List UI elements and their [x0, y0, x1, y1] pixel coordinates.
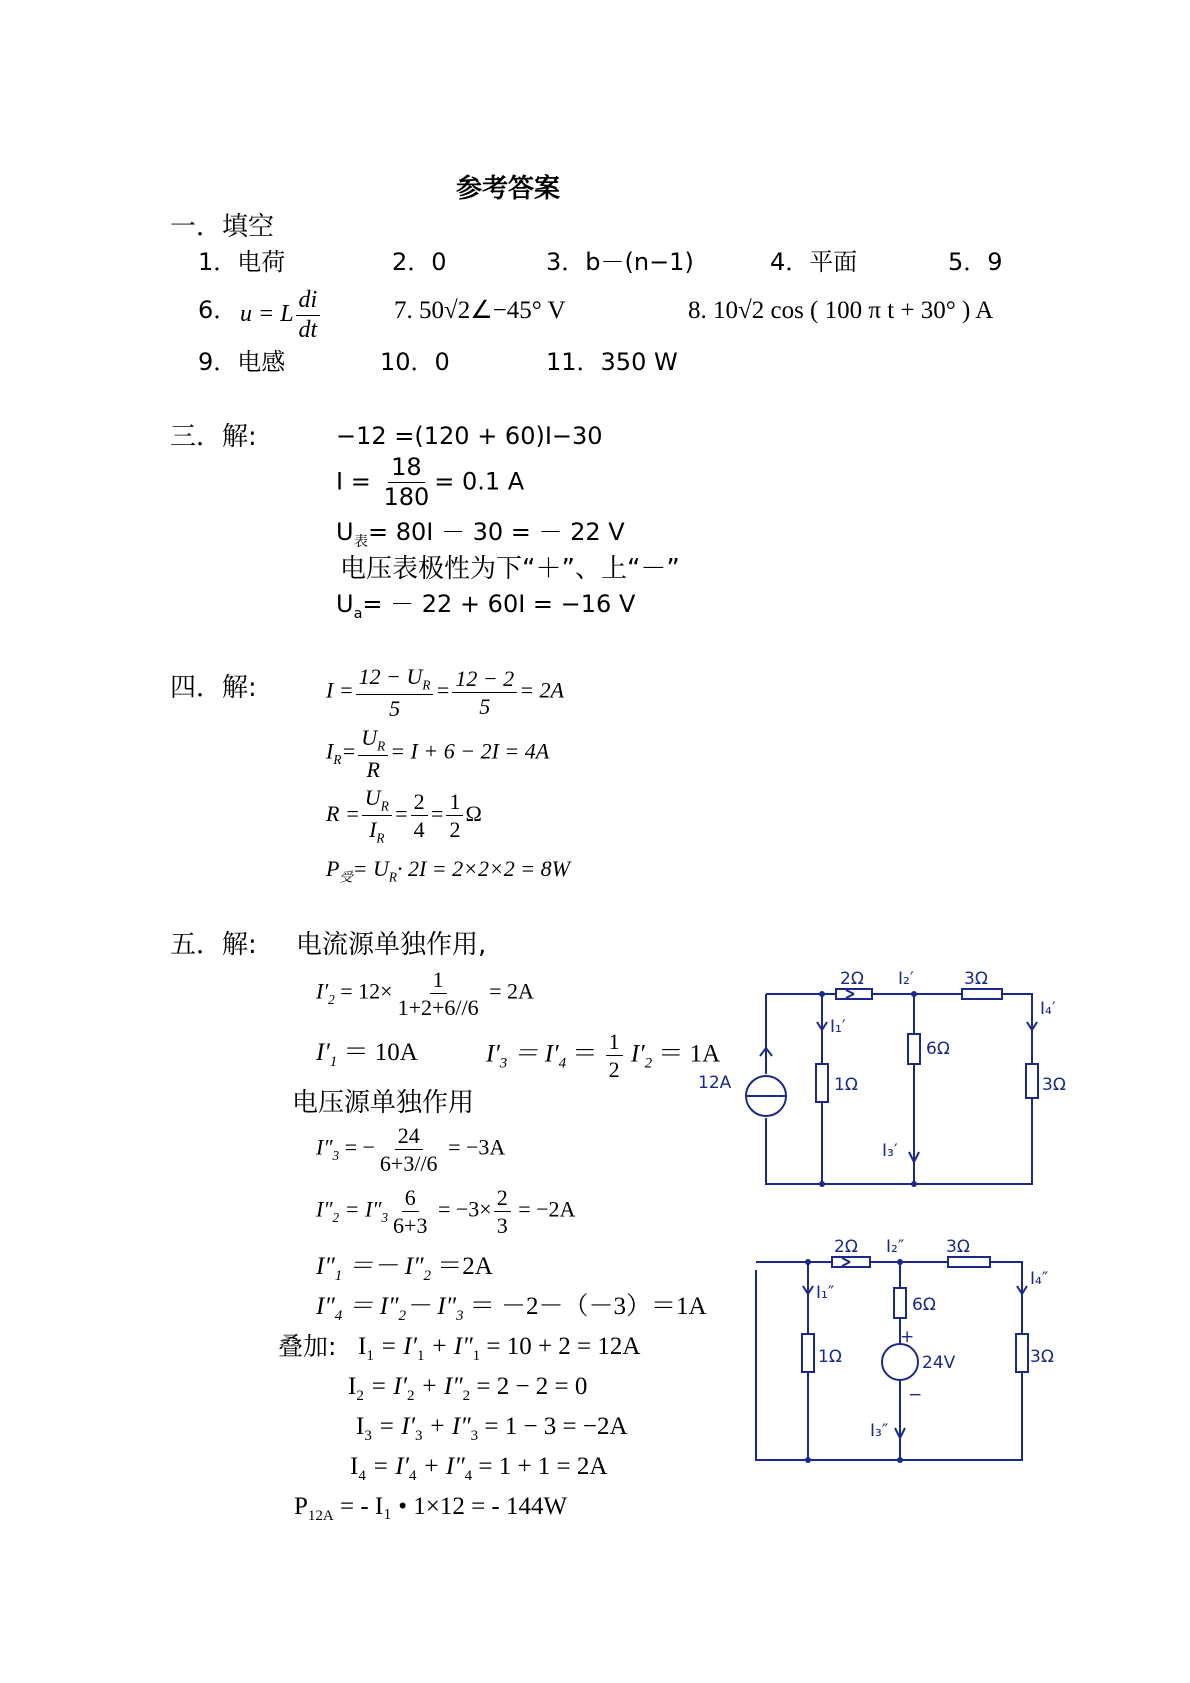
resistor-1ohm: [816, 1064, 828, 1102]
label-1ohm: 1Ω: [834, 1075, 858, 1095]
section-4-heading: 四．解:: [170, 673, 257, 703]
label-i4: I₄″: [1030, 1269, 1049, 1289]
node-dot: [911, 1181, 917, 1187]
label-i1: I₁″: [816, 1283, 835, 1303]
answer-6-number: 6．: [198, 296, 238, 324]
circuit-voltage-source-diagram: [746, 1222, 1072, 1466]
answer-11: 11．350 W: [546, 348, 678, 376]
section-1-heading: 一．填空: [170, 212, 275, 242]
answer-6-formula: u = L $\frac{di}{dt}$: [240, 288, 322, 343]
sec5-intro: 电流源单独作用,: [296, 930, 487, 960]
label-3ohm-top: 3Ω: [946, 1237, 970, 1257]
arrow-down-icon: [909, 1142, 919, 1162]
section-3-heading: 三．解:: [170, 422, 257, 452]
node-dot: [897, 1457, 903, 1463]
sec5-eq-1: $I'_2 = 12\times$ $\frac{1}{1+2+6//6}$ = 2A: [316, 967, 534, 1021]
answer-10: 10．0: [380, 348, 450, 376]
label-i2: I₂′: [898, 969, 914, 989]
node-dot: [819, 991, 825, 997]
circuit-current-source-diagram: [696, 956, 1076, 1198]
sum-eq-1: $I_1 = I'_1 + I''_1 = 10 + 2 = 12A$: [358, 1333, 641, 1364]
resistor-6ohm: [908, 1034, 920, 1064]
node-dot: [897, 1259, 903, 1265]
sum-eq-2: $I_2 = I'_2 + I''_2 = 2 - 2 = 0$: [348, 1373, 588, 1404]
label-plus: +: [900, 1327, 915, 1347]
answer-4: 4．平面: [770, 248, 858, 276]
sum-eq-3: $I_3 = I'_3 + I''_3 = 1 - 3 = -2A$: [356, 1413, 628, 1444]
sec4-eq-1: I = $\frac{12 - U_R}{5}$ = $\frac{12 - 2}{5}$ = 2A: [326, 664, 564, 722]
label-2ohm: 2Ω: [840, 969, 864, 989]
sec3-polarity-note: 电压表极性为下“＋”、上“－”: [340, 554, 680, 584]
label-i3: I₃′: [882, 1141, 898, 1161]
sec5-eq-2a: $I'_1 = 10A$: [316, 1039, 418, 1070]
answer-8: 8. 10√2 cos ( 100 π t + 30° ) A: [688, 297, 994, 324]
label-2ohm: 2Ω: [834, 1237, 858, 1257]
sec5-eq-5: $I''_1 =- I''_2 =2A$: [316, 1253, 493, 1284]
sec5-eq-2b: $I'_3 = I'_4$ ＝ $\frac{1}{2}$ $I'_2 = 1A$: [486, 1029, 721, 1083]
label-3ohm-right: 3Ω: [1042, 1075, 1066, 1095]
label-minus: −: [908, 1385, 923, 1405]
arrow-down-icon: [803, 1278, 813, 1294]
resistor-3ohm-top: [948, 1257, 990, 1267]
label-3ohm-right: 3Ω: [1030, 1347, 1054, 1367]
label-i2: I₂″: [886, 1237, 905, 1257]
sec5-intro-2: 电压源单独作用: [292, 1088, 475, 1118]
sec3-eq-1: −12 =(120 + 60)I−30: [336, 422, 603, 450]
sec4-eq-3: R = $\frac{U_R}{I_R}$ = $\frac{2}{4}$ = $\frac{1}{2}$ Ω: [326, 785, 482, 846]
resistor-3ohm-right: [1026, 1064, 1038, 1098]
label-i1: I₁′: [830, 1017, 846, 1037]
sec3-eq-5: $U_a= - 22 + 60I = -16$ V: [336, 590, 636, 622]
label-1ohm: 1Ω: [818, 1347, 842, 1367]
label-6ohm: 6Ω: [926, 1039, 950, 1059]
answer-5: 5．9: [948, 248, 1003, 276]
label-i4: I₄′: [1040, 999, 1056, 1019]
sec5-eq-4: $I''_2 = I''_3$ $\frac{6}{6+3}$ = −3× $\frac{2}{3}$ = −2A: [316, 1185, 576, 1239]
resistor-1ohm: [802, 1334, 814, 1372]
answer-3: 3．b－(n−1): [546, 248, 694, 276]
sec4-eq-4: $P_受= U_R\cdot 2I = 2\times 2\times 2 = 8W$: [326, 856, 570, 885]
node-dot: [805, 1259, 811, 1265]
resistor-3ohm-top: [962, 989, 1002, 999]
sec3-eq-3: $U_表= 80I - 30$ = － 22 V: [336, 518, 625, 550]
superposition-label: 叠加:: [278, 1332, 337, 1361]
label-12a: 12A: [698, 1073, 732, 1093]
answer-1: 1．电荷: [198, 248, 286, 276]
sec5-eq-3: $I''_3$ = − $\frac{24}{6+3//6}$ = −3A: [316, 1123, 506, 1177]
section-5-heading: 五．解:: [170, 930, 257, 960]
circuit1-wires: [766, 994, 1032, 1184]
resistor-6ohm: [894, 1288, 906, 1318]
voltage-source-icon: [882, 1344, 918, 1380]
node-dot: [805, 1457, 811, 1463]
resistor-3ohm-right: [1016, 1334, 1028, 1372]
sec3-eq-2: I = $\frac{18}{180}$ = 0.1 A: [336, 453, 525, 512]
sec4-eq-2: $I_R=$ $\frac{U_R}{R}$ = I + 6 − 2I = 4A: [326, 725, 550, 783]
power-eq: $P_{12A}$ = - I₁ • 1×12 = - 144W: [294, 1493, 568, 1524]
answer-7: 7. 50√2∠−45° V: [394, 297, 566, 324]
label-3ohm-top: 3Ω: [964, 969, 988, 989]
label-6ohm: 6Ω: [912, 1295, 936, 1315]
node-dot: [911, 991, 917, 997]
answer-2: 2．0: [392, 248, 447, 276]
answer-9: 9．电感: [198, 348, 286, 376]
node-dot: [819, 1181, 825, 1187]
arrow-down-icon: [817, 1014, 827, 1030]
resistor-2ohm: [832, 1257, 870, 1267]
arrow-down-icon: [895, 1422, 905, 1438]
arrow-down-icon: [1017, 1278, 1027, 1294]
sum-eq-4: $I_4 = I'_4 + I''_4 = 1 + 1 = 2A$: [350, 1453, 608, 1484]
sec5-eq-6: $I''_4 = I''_2- I''_3 = -2-(-3)=1A$: [316, 1293, 707, 1324]
page-title: 参考答案: [456, 174, 561, 204]
arrow-down-icon: [1027, 1014, 1037, 1030]
label-i3: I₃″: [870, 1421, 889, 1441]
label-24v: 24V: [922, 1353, 956, 1373]
